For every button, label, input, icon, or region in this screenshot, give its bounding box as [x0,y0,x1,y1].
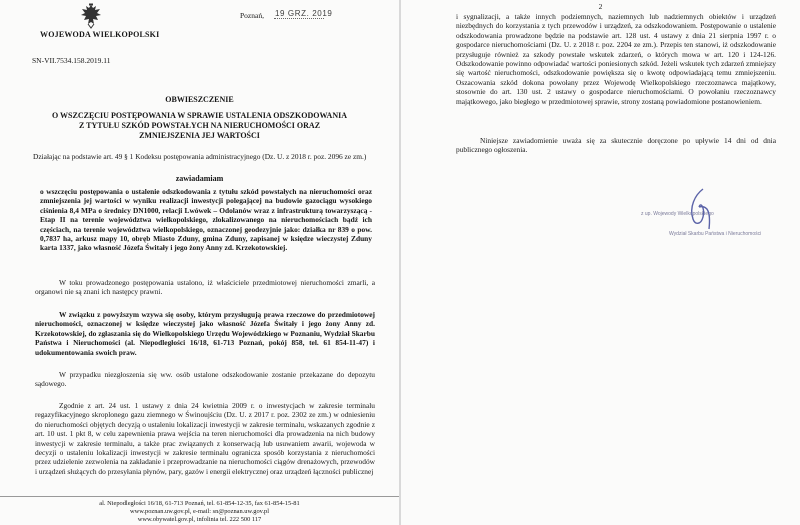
date-stamp: 19 GRZ. 2019 [275,9,333,18]
title-line-4: ZMNIEJSZENIA JEJ WARTOŚCI [139,131,260,140]
date-underline [274,18,324,19]
place-label: Poznań, [240,11,264,20]
paragraph-1: o wszczęciu postępowania o ustalenie odszkodowania z tytułu szkód powstałych na nieruchomości oraz zmniejszenia jej wartości w wyniku realizacji inwestycji polegającej na budowie gazociągu wysokiego ciśnienia 8,4 MPa o średnicy DN1000, relacji Lwówek – Odolanów wraz z infrastrukturą towarzyszącą - Etap II na terenie województwa wielkopolskiego, zlokalizowanego na nieruchomościach bądź ich częściach, na terenie województwa wielkopolskiego, oznaczonej geodezyjnie jako: działka nr 839 o pow. 0,7837 ha, arkusz mapy 10, obręb Miasto Zduny, gmina Zduny, zapisanej w księdze wieczystej Zduny karta 1337, jako własność Józefa Świtały i jego żony Anny zd. Krzekotowskiej. [40,187,372,253]
paragraph-4: W przypadku niezgłoszenia się ww. osób ustalone odszkodowanie zostanie przekazane do depozytu sądowego. [35,370,375,389]
page-number: 2 [598,2,603,11]
paragraph-5: Zgodnie z art. 24 ust. 1 ustawy z dnia 24 kwietnia 2009 r. o inwestycjach w zakresie terminalu regazyfikacyjnego skroplonego gazu ziemnego w Świnoujściu (Dz. U. z 2017 r. poz. 2302 ze zm.) w odniesieniu do nieruchomości objętych decyzją o ustaleniu lokalizacji inwestycji w zakresie terminalu, wskazanych zgodnie z art. 10 ust. 1 pkt 8, w celu zapewnienia prawa wejścia na teren nieruchomości dla prowadzenia na nich budowy inwestycji w zakresie terminalu, a także prac związanych z konserwacją lub usuwaniem awarii, wojewoda w decyzji o ustaleniu lokalizacji inwestycji w zakresie terminalu ogranicza sposób korzystania z nieruchomości przez udzielenie zezwolenia na zakładanie i przeprowadzanie na nieruchomości ciągów drenażowych, przewodów i urządzeń służących do przesyłania płynów, pary, gazów i energii elektrycznej oraz urządzeń łączności publicznej [35,401,375,476]
title-line-2: O WSZCZĘCIU POSTĘPOWANIA W SPRAWIE USTALENIA ODSZKODOWANIA [51,111,348,120]
title-line-3: Z TYTUŁU SZKÓD POWSTAŁYCH NA NIERUCHOMOŚCI ORAZ [78,121,321,130]
case-number: SN-VII.7534.158.2019.11 [32,56,111,65]
page-1 [0,0,399,525]
paragraph-6: i sygnalizacji, a także innych podziemnych, naziemnych lub nadziemnych obiektów i urządzeń niezbędnych do korzystania z tych przewodów i urządzeń, za odszkodowaniem. Postępowanie o ustalenie odszkodowania prowadzone będzie na podstawie art. 128 ust. 4 ustawy z dnia 21 sierpnia 1997 r. o gospodarce nieruchomościami (Dz. U. z 2018 r. poz. 2204 ze zm.). Przepis ten stanowi, iż odszkodowanie przysługuje również za szkody powstałe wskutek zdarzeń, o których mowa w art. 120 i 124-126. Odszkodowanie powinno odpowiadać wartości poniesionych szkód. Jeżeli wskutek tych zdarzeń zmniejszy się wartość nieruchomości, odszkodowanie powiększa się o kwotę odpowiadającą temu zmniejszeniu. Oszacowania szkód dokona powołany przez Wojewodę Wielkopolskiego rzeczoznawca majątkowy, stosownie do art. 130 ust. 2 ustawy o gospodarce nieruchomościami. O powołaniu rzeczoznawcy majątkowego, jako biegłego w przedmiotowej sprawie, strony zostaną powiadomione postanowieniem. [456,12,776,106]
authority-name: WOJEWODA WIELKOPOLSKI [40,30,160,39]
paragraph-3: W związku z powyższym wzywa się osoby, którym przysługują prawa rzeczowe do przedmiotowej nieruchomości, oznaczonej w księdze wieczystej jako własność Józefa Świtały i jego żony Anny zd. Krzekotowskiej, do zgłaszania się do Wielkopolskiego Urzędu Wojewódzkiego w Poznaniu, Wydział Skarbu Państwa i Nieruchomości (al. Niepodległości 16/18, 61-713 Poznań, pokój 858, tel. 61 854-11-47) i udokumentowania swoich praw. [35,310,375,357]
footer-line-2: www.poznan.uw.gov.pl, e-mail: sn@poznan.uw.gov.pl [129,508,270,515]
title-line-1: OBWIESZCZENIE [165,95,234,104]
signature-department-text: Wydział Skarbu Państwa i Nieruchomości [669,231,762,237]
legal-basis: Działając na podstawie art. 49 § 1 Kodeksu postępowania administracyjnego (Dz. U. z 2018 r. poz. 2096 ze zm.) [33,152,367,161]
paragraph-7: Niniejsze zawiadomienie uważa się za skutecznie doręczone po upływie 14 dni od dnia publicznego ogłoszenia. [456,136,776,155]
eagle-emblem-icon [80,3,102,29]
footer-divider [0,496,399,497]
signature-authority-text: z up. Wojewody Wielkopolskiego [641,211,714,217]
page-footer [0,500,399,524]
notice-title [0,95,399,141]
handwritten-signature-icon [681,185,721,233]
footer-line-3: www.obywatel.gov.pl, infolinia tel. 222 500 117 [137,516,262,523]
paragraph-2: W toku prowadzonego postępowania ustalono, iż właściciele przedmiotowej nieruchomości zmarli, a organowi nie są znani ich następcy prawni. [35,278,375,297]
footer-line-1: al. Niepodległości 16/18, 61-713 Poznań, tel. 61-854-12-35, fax 61-854-15-81 [99,500,300,507]
signature-block [641,185,781,245]
notify-heading: zawiadamiam [175,174,224,183]
page-2 [401,0,800,525]
